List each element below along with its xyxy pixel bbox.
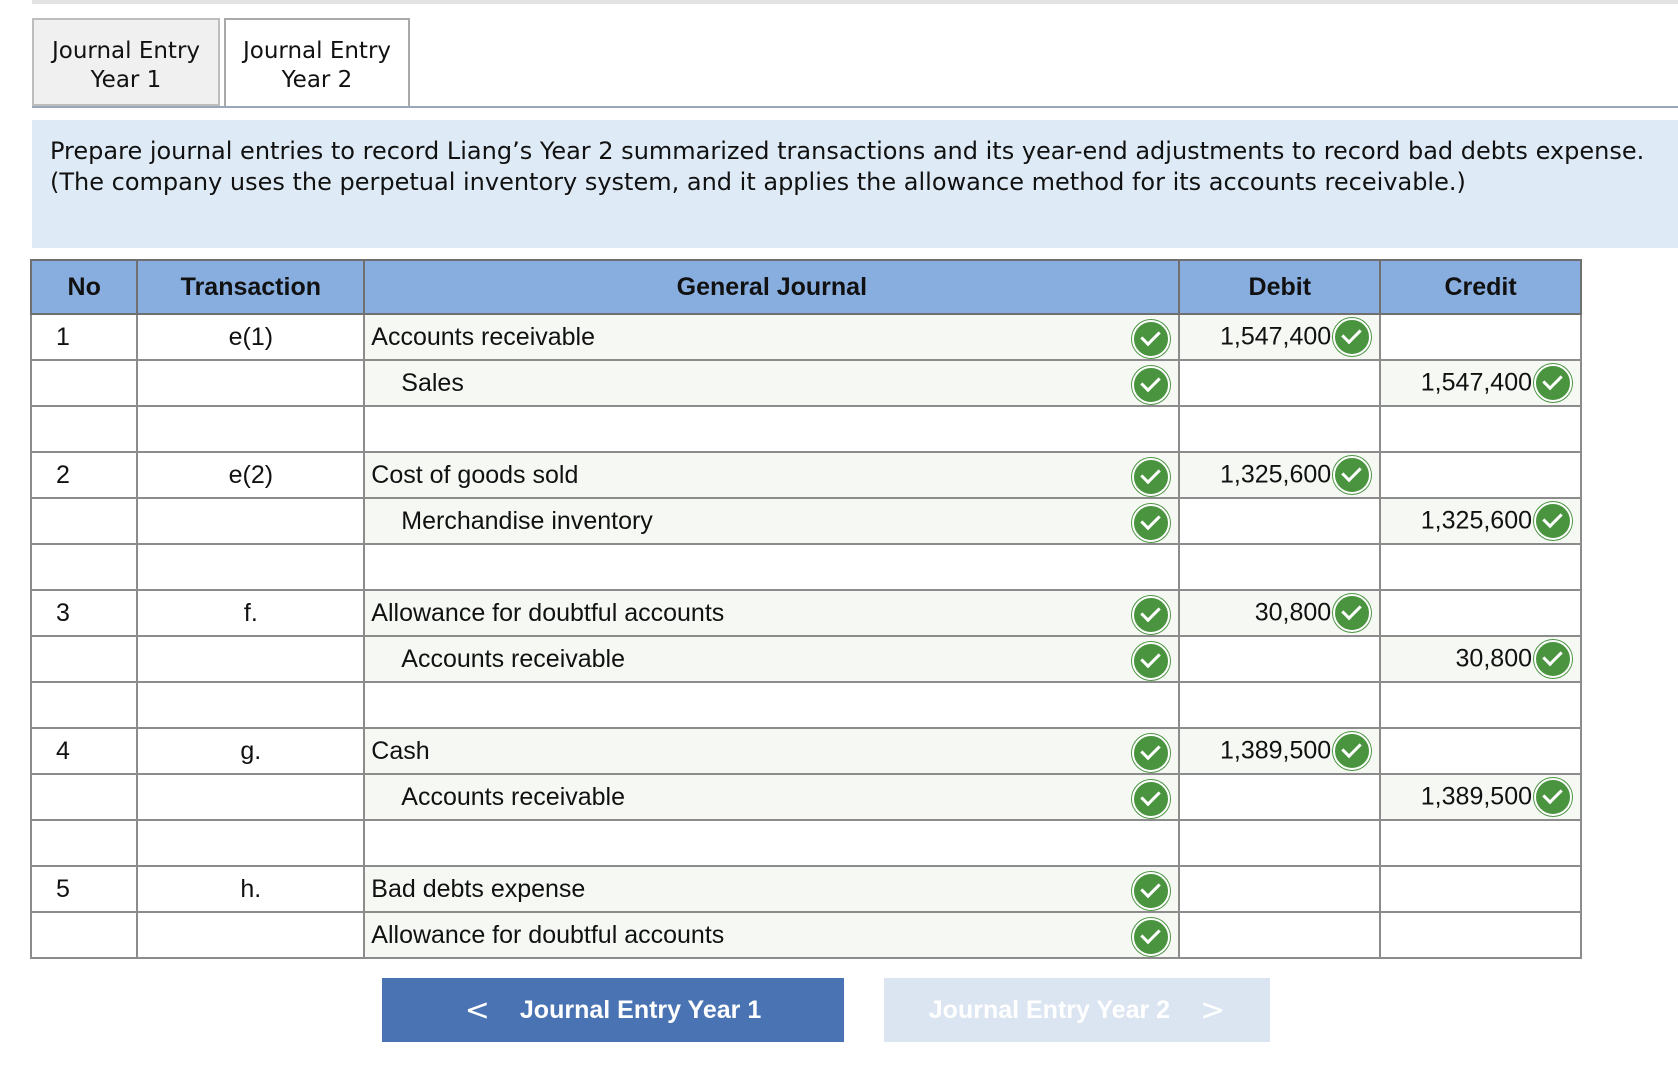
table-row	[31, 406, 1581, 452]
cell-transaction	[137, 406, 364, 452]
account-name	[365, 415, 371, 443]
cell-transaction: e(2)	[137, 452, 364, 498]
account-select[interactable]	[364, 360, 1179, 406]
account-name: Accounts receivable	[401, 782, 626, 811]
account-select[interactable]	[364, 728, 1179, 774]
table-row	[31, 360, 1581, 406]
check-circle-icon	[1132, 734, 1170, 772]
cell-no	[31, 820, 137, 866]
table-row	[31, 682, 1581, 728]
check-circle-icon	[1132, 366, 1170, 404]
header-transaction: Transaction	[137, 260, 364, 314]
check-circle-icon	[1132, 918, 1170, 956]
debit-input[interactable]	[1179, 682, 1380, 728]
cell-no	[31, 360, 137, 406]
debit-input[interactable]	[1179, 866, 1380, 912]
account-name: Sales	[401, 368, 464, 397]
debit-value: 30,800	[1254, 598, 1332, 627]
tab-label-line2: Year 1	[90, 67, 162, 93]
check-circle-icon	[1132, 458, 1170, 496]
check-circle-icon	[1132, 504, 1170, 542]
check-circle-icon	[1534, 502, 1572, 540]
account-name: Merchandise inventory	[401, 506, 653, 535]
cell-transaction	[137, 544, 364, 590]
account-select[interactable]	[364, 452, 1179, 498]
table-row	[31, 314, 1581, 360]
header-general-journal: General Journal	[364, 260, 1179, 314]
credit-input[interactable]	[1380, 498, 1581, 544]
next-button-label: Journal Entry Year 2	[928, 995, 1171, 1024]
prev-journal-entry-button[interactable]	[382, 978, 844, 1042]
cell-no	[31, 774, 137, 820]
account-name	[365, 691, 371, 719]
debit-value: 1,547,400	[1219, 322, 1332, 351]
debit-input[interactable]	[1179, 636, 1380, 682]
account-select[interactable]	[364, 866, 1179, 912]
credit-input[interactable]	[1380, 360, 1581, 406]
account-name: Allowance for doubtful accounts	[371, 920, 725, 949]
credit-value: 1,325,600	[1420, 506, 1532, 535]
table-row	[31, 866, 1581, 912]
account-select[interactable]	[364, 314, 1179, 360]
table-row	[31, 636, 1581, 682]
tab-underline	[32, 106, 1678, 108]
cell-no	[31, 912, 137, 958]
cell-no: 3	[31, 590, 137, 636]
check-circle-icon	[1333, 456, 1371, 494]
cell-no: 2	[31, 452, 137, 498]
debit-input[interactable]	[1179, 452, 1380, 498]
debit-input[interactable]	[1179, 314, 1380, 360]
table-row	[31, 544, 1581, 590]
tab-label-line1: Journal Entry	[51, 38, 201, 64]
debit-input[interactable]	[1179, 590, 1380, 636]
account-select[interactable]	[364, 912, 1179, 958]
credit-input[interactable]	[1380, 728, 1581, 774]
debit-value: 1,389,500	[1219, 736, 1332, 765]
check-circle-icon	[1132, 596, 1170, 634]
credit-input[interactable]	[1380, 590, 1581, 636]
tab-label-line1: Journal Entry	[242, 38, 392, 64]
check-circle-icon	[1132, 872, 1170, 910]
cell-no: 4	[31, 728, 137, 774]
table-row	[31, 590, 1581, 636]
chevron-right-icon: >	[1200, 992, 1226, 1028]
credit-input[interactable]	[1380, 820, 1581, 866]
top-divider	[32, 0, 1678, 4]
account-select[interactable]	[364, 498, 1179, 544]
cell-transaction	[137, 498, 364, 544]
account-name: Accounts receivable	[371, 322, 596, 351]
account-name: Cash	[371, 736, 430, 765]
debit-input[interactable]	[1179, 728, 1380, 774]
debit-input[interactable]	[1179, 912, 1380, 958]
tab-journal-entry-year-1[interactable]	[32, 18, 220, 106]
instructions-panel: Prepare journal entries to record Liang’s Year 2 summarized transactions and its year-end adjustments to record bad debts expense. (The company uses the perpetual inventory system, and it applies the allowance method for its accounts receivable.)	[32, 120, 1678, 248]
cell-no	[31, 544, 137, 590]
credit-input[interactable]	[1380, 912, 1581, 958]
credit-input[interactable]	[1380, 314, 1581, 360]
cell-transaction: g.	[137, 728, 364, 774]
check-circle-icon	[1132, 780, 1170, 818]
table-row	[31, 912, 1581, 958]
account-select[interactable]	[364, 774, 1179, 820]
tab-label-line2: Year 2	[281, 67, 353, 93]
cell-transaction	[137, 820, 364, 866]
table-row	[31, 728, 1581, 774]
cell-transaction	[137, 636, 364, 682]
debit-input[interactable]	[1179, 820, 1380, 866]
account-name: Cost of goods sold	[371, 460, 579, 489]
header-no: No	[31, 260, 137, 314]
chevron-left-icon: <	[464, 992, 490, 1028]
debit-input[interactable]	[1179, 498, 1380, 544]
cell-transaction: e(1)	[137, 314, 364, 360]
credit-input[interactable]	[1380, 544, 1581, 590]
credit-value: 30,800	[1455, 644, 1532, 673]
debit-input[interactable]	[1179, 360, 1380, 406]
check-circle-icon	[1534, 640, 1572, 678]
check-circle-icon	[1132, 642, 1170, 680]
general-journal-table	[30, 259, 1582, 959]
check-circle-icon	[1333, 318, 1371, 356]
cell-no: 1	[31, 314, 137, 360]
check-circle-icon	[1333, 732, 1371, 770]
header-credit: Credit	[1380, 260, 1581, 314]
credit-input[interactable]	[1380, 866, 1581, 912]
account-name: Bad debts expense	[371, 874, 586, 903]
check-circle-icon	[1333, 594, 1371, 632]
account-select[interactable]	[364, 544, 1179, 590]
cell-transaction: f.	[137, 590, 364, 636]
credit-input[interactable]	[1380, 452, 1581, 498]
credit-input[interactable]	[1380, 682, 1581, 728]
cell-transaction	[137, 682, 364, 728]
account-name	[365, 829, 371, 857]
table-row	[31, 452, 1581, 498]
cell-transaction	[137, 360, 364, 406]
cell-no	[31, 682, 137, 728]
table-header-row	[31, 260, 1581, 314]
debit-input[interactable]	[1179, 406, 1380, 452]
account-select[interactable]	[364, 820, 1179, 866]
cell-transaction: h.	[137, 866, 364, 912]
cell-transaction	[137, 774, 364, 820]
debit-value: 1,325,600	[1219, 460, 1332, 489]
account-select[interactable]	[364, 590, 1179, 636]
account-select[interactable]	[364, 636, 1179, 682]
check-circle-icon	[1534, 364, 1572, 402]
account-name: Accounts receivable	[401, 644, 626, 673]
account-select[interactable]	[364, 682, 1179, 728]
next-journal-entry-button[interactable]	[884, 978, 1270, 1042]
credit-value: 1,389,500	[1420, 782, 1532, 811]
cell-no	[31, 636, 137, 682]
cell-no: 5	[31, 866, 137, 912]
table-row	[31, 774, 1581, 820]
tab-journal-entry-year-2[interactable]	[224, 18, 410, 108]
table-row	[31, 820, 1581, 866]
credit-value: 1,547,400	[1420, 368, 1532, 397]
cell-no	[31, 406, 137, 452]
cell-transaction	[137, 912, 364, 958]
account-name	[365, 553, 371, 581]
credit-input[interactable]	[1380, 406, 1581, 452]
debit-input[interactable]	[1179, 774, 1380, 820]
credit-input[interactable]	[1380, 636, 1581, 682]
credit-input[interactable]	[1380, 774, 1581, 820]
check-circle-icon	[1534, 778, 1572, 816]
account-name: Allowance for doubtful accounts	[371, 598, 725, 627]
check-circle-icon	[1132, 320, 1170, 358]
table-row	[31, 498, 1581, 544]
prev-button-label: Journal Entry Year 1	[519, 995, 762, 1024]
cell-no	[31, 498, 137, 544]
account-select[interactable]	[364, 406, 1179, 452]
debit-input[interactable]	[1179, 544, 1380, 590]
header-debit: Debit	[1179, 260, 1380, 314]
